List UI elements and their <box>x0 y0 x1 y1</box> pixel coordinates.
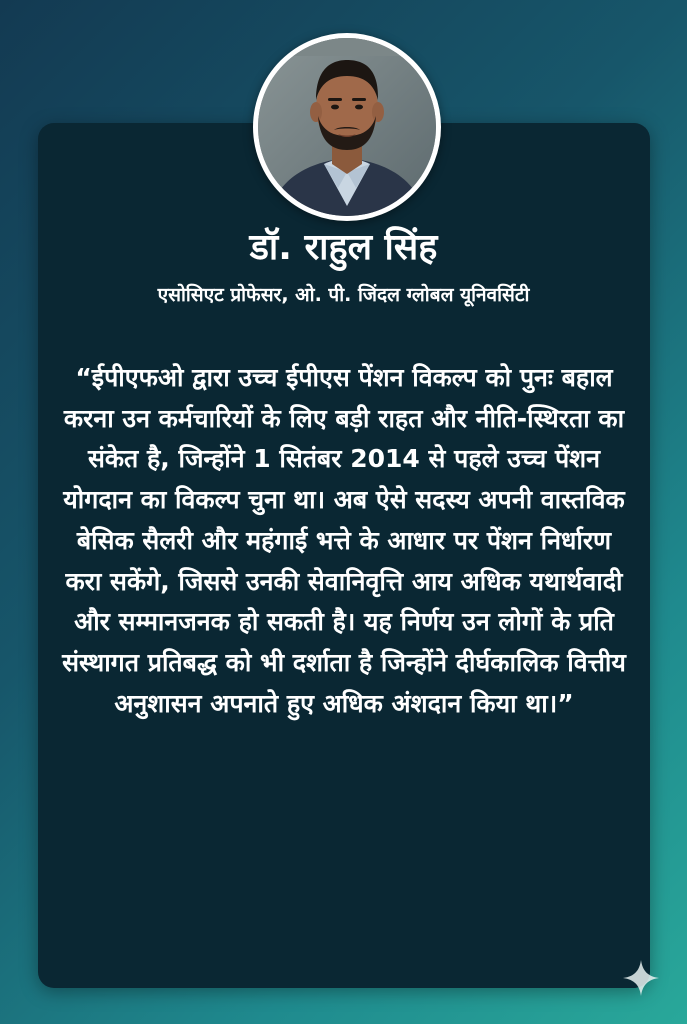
quote-text: “ईपीएफओ द्वारा उच्च ईपीएस पेंशन विकल्प को पुनः बहाल करना उन कर्मचारियों के लिए बड़ी राहत और नीति-स्थिरता का संकेत है, जिन्होंने 1 सितंबर 2014 से पहले उच्च पेंशन योगदान का विकल्प चुना था। अब ऐसे सदस्य अपनी वास्तविक बेसिक सैलरी और महंगाई भत्ते के आधार पर पेंशन निर्धारण करा सकेंगे, जिससे उनकी सेवानिवृत्ति आय अधिक यथार्थवादी और सम्मानजनक हो सकती है। यह निर्णय उन लोगों के प्रति संस्थागत प्रतिबद्ध को भी दर्शाता है जिन्होंने दीर्घकालिक वित्तीय अनुशासन अपनाते हुए अधिक अंशदान किया था।” <box>62 363 626 718</box>
person-name: डॉ. राहुल सिंह <box>249 227 438 268</box>
portrait-image <box>258 38 436 216</box>
person-designation: एसोसिएट प्रोफेसर, ओ. पी. जिंदल ग्लोबल यूनिवर्सिटी <box>157 284 530 306</box>
avatar <box>253 33 441 221</box>
sparkle-icon <box>621 958 661 998</box>
